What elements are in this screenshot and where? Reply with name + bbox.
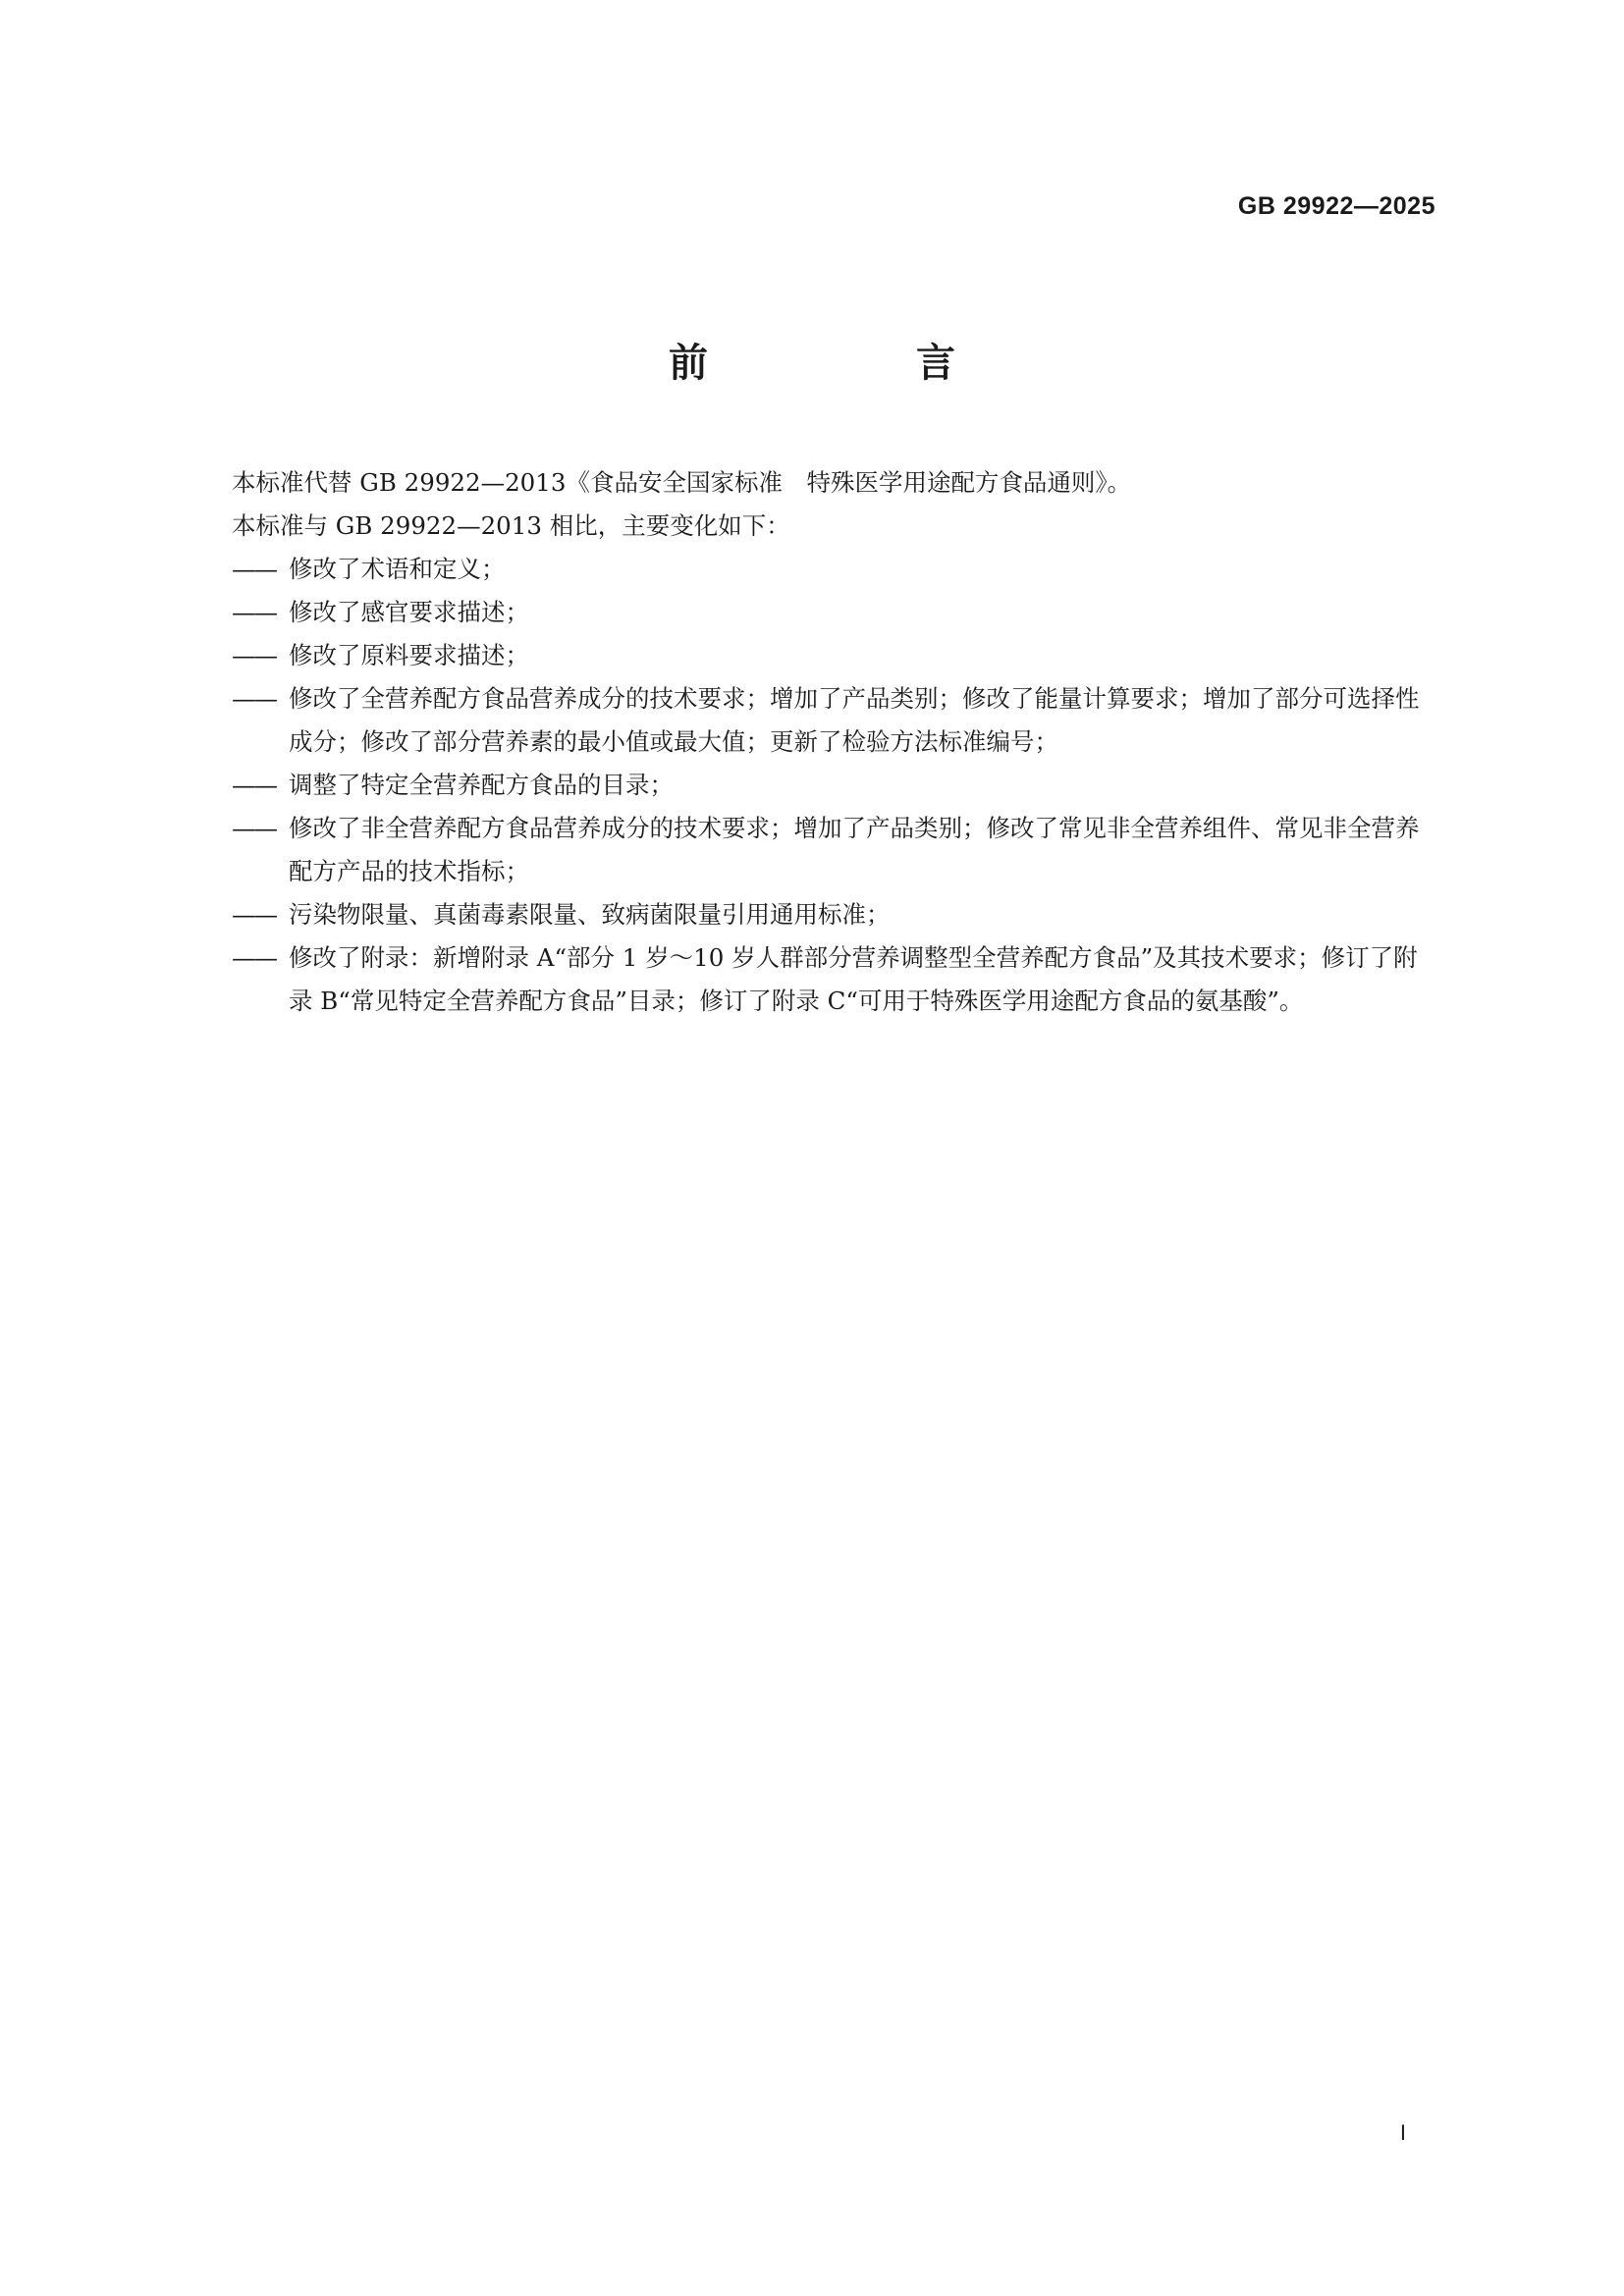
list-item bbox=[232, 936, 1439, 1023]
dash-bullet: —— bbox=[232, 900, 276, 929]
dash-bullet: —— bbox=[232, 598, 276, 626]
list-item bbox=[232, 893, 1439, 936]
dash-bullet: —— bbox=[232, 943, 276, 972]
page-title: 前 言 bbox=[669, 341, 1040, 386]
dash-bullet: —— bbox=[232, 555, 276, 583]
list-item bbox=[232, 764, 1439, 807]
standard-code: GB 29922—2025 bbox=[1237, 192, 1435, 220]
change-list bbox=[232, 548, 1439, 1023]
list-item bbox=[232, 591, 1439, 634]
list-item bbox=[232, 634, 1439, 677]
dash-bullet: —— bbox=[232, 771, 276, 799]
list-item bbox=[232, 548, 1439, 591]
document-body bbox=[232, 461, 1439, 1023]
dash-bullet: —— bbox=[232, 641, 276, 669]
intro-paragraph-changes: 本标准与 GB 29922—2013 相比，主要变化如下： bbox=[232, 511, 790, 540]
list-item-text: 修改了术语和定义； bbox=[289, 555, 506, 583]
list-item-text: 修改了非全营养配方食品营养成分的技术要求；增加了产品类别；修改了常见非全营养组件、常见非全营养配方产品的技术指标； bbox=[289, 814, 1420, 885]
list-item-text: 修改了附录：新增附录 A“部分 1 岁～10 岁人群部分营养调整型全营养配方食品”及其技术要求；修订了附录 B“常见特定全营养配方食品”目录；修订了附录 C“可用于特殊医学用途配方食品的氨基酸”。 bbox=[289, 943, 1418, 1015]
dash-bullet: —— bbox=[232, 814, 276, 842]
list-item-text: 污染物限量、真菌毒素限量、致病菌限量引用通用标准； bbox=[289, 900, 891, 929]
list-item-text: 修改了原料要求描述； bbox=[289, 641, 529, 669]
dash-bullet: —— bbox=[232, 684, 276, 713]
page-number: I bbox=[1399, 2120, 1406, 2145]
list-item bbox=[232, 807, 1439, 893]
intro-paragraph-replaces: 本标准代替 GB 29922—2013《食品安全国家标准 特殊医学用途配方食品通则》。 bbox=[232, 468, 1132, 497]
list-item bbox=[232, 677, 1439, 764]
list-item-text: 调整了特定全营养配方食品的目录； bbox=[289, 771, 674, 799]
list-item-text: 修改了全营养配方食品营养成分的技术要求；增加了产品类别；修改了能量计算要求；增加了部分可选择性成分；修改了部分营养素的最小值或最大值；更新了检验方法标准编号； bbox=[289, 684, 1420, 756]
list-item-text: 修改了感官要求描述； bbox=[289, 598, 529, 626]
